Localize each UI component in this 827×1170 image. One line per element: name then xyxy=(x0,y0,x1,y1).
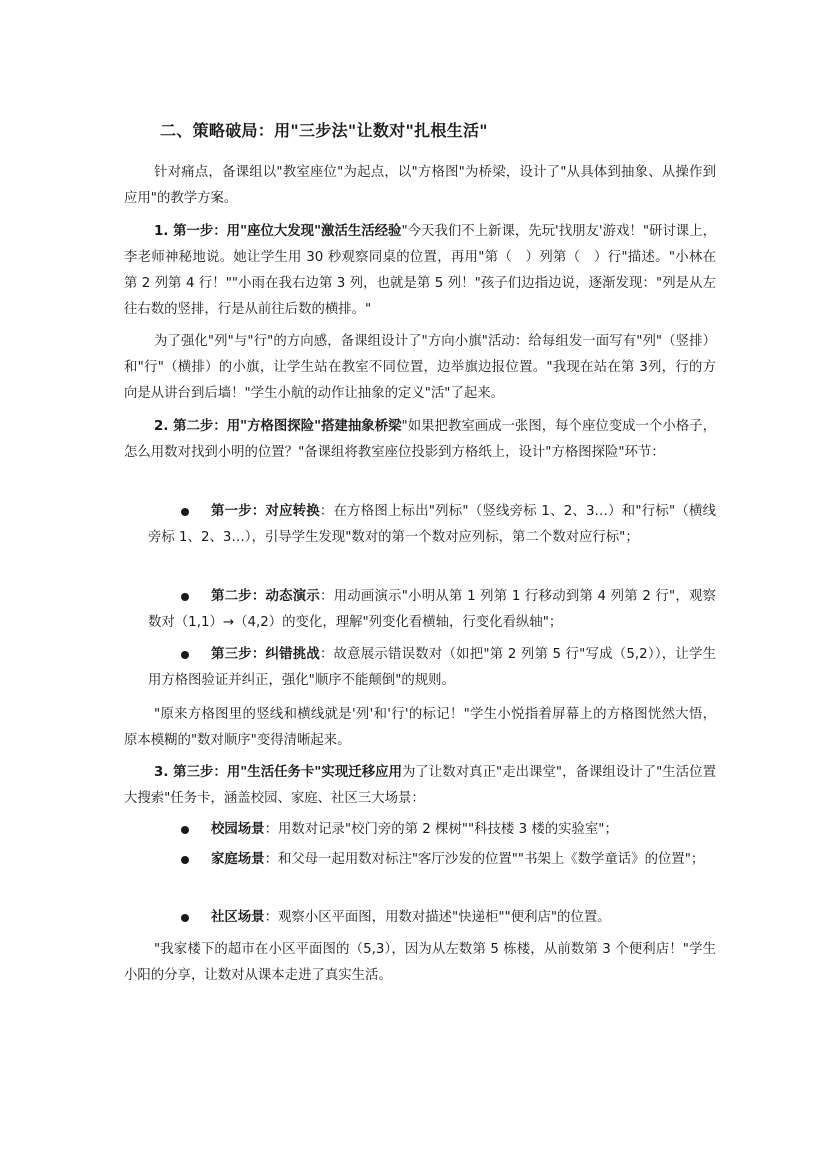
step3-bullet-2 xyxy=(148,847,716,873)
step2-bullet-2 xyxy=(148,584,716,636)
bullet-text: ：和父母一起用数对标注"客厅沙发的位置""书架上《数学童话》的位置"； xyxy=(264,852,705,867)
step2-bullet-1 xyxy=(148,499,716,551)
flag-activity-text: 为了强化"列"与"行"的方向感，备课组设计了"方向小旗"活动：给每组发一面写有"列"（竖排）和"行"（横排）的小旗，让学生站在教室不同位置，边举旗边报位置。"我现在站在第 3列，行的方向是从讲台到后墙！"学生小航的动作让抽象的定义"活"了起来。 xyxy=(124,334,716,401)
step3-paragraph xyxy=(124,760,716,812)
bullet-label: 社区场景 xyxy=(211,910,265,925)
bullet-label: 家庭场景 xyxy=(211,852,265,867)
grid-insight-paragraph xyxy=(124,702,716,754)
step1-body: "今天我们不上新课，先玩'找朋友'游戏！"研讨课上，李老师神秘地说。她让学生用 30 秒观察同桌的位置，再用"第（ ）列第（ ）行"描述。"小林在第 2 列第 4 行！""小雨在我右边第 3 列，也就是第 5 列！"孩子们边指边说，逐渐发现："列是从左往右数的竖排，行是从前往后数的横排。" xyxy=(124,224,716,317)
step3-body: 为了让数对真正"走出课堂"，备课组设计了"生活位置大搜索"任务卡，涵盖校园、家庭、社区三大场景： xyxy=(124,765,716,806)
intro-paragraph xyxy=(124,160,716,212)
bullet-label: 第一步：对应转换 xyxy=(211,504,320,519)
intro-text: 针对痛点，备课组以"教室座位"为起点，以"方格图"为桥梁，设计了"从具体到抽象、从操作到应用"的教学方案。 xyxy=(124,165,716,206)
bullet-label: 第三步：纠错挑战 xyxy=(211,647,320,662)
bullet-label: 第二步：动态演示 xyxy=(211,589,321,604)
bullet-text: ：观察小区平面图，用数对描述"快递柜""便利店"的位置。 xyxy=(264,910,611,925)
bullet-text: ：在方格图上标出"列标"（竖线旁标 1、2、3…）和"行标"（横线旁标 1、2、3…），引导学生发现"数对的第一个数对应列标，第二个数对应行标"； xyxy=(148,504,717,545)
bullet-text: ：用数对记录"校门旁的第 2 棵树""科技楼 3 楼的实验室"； xyxy=(264,822,618,837)
step3-bullet-1 xyxy=(148,817,716,843)
grid-insight-text: "原来方格图里的竖线和横线就是'列'和'行'的标记！"学生小悦指着屏幕上的方格图恍然大悟，原本模糊的"数对顺序"变得清晰起来。 xyxy=(124,707,716,748)
step2-paragraph xyxy=(124,414,716,466)
section-heading: 二、策略破局：用"三步法"让数对"扎根生活" xyxy=(160,121,488,140)
step3-title: 3. 第三步：用"生活任务卡"实现迁移应用 xyxy=(154,765,402,780)
bullet-text: ：故意展示错误数对（如把"第 2 列第 5 行"写成（5,2）），让学生用方格图验证并纠正，强化"顺序不能颠倒"的规则。 xyxy=(148,647,716,688)
step2-body: "如果把教室画成一张图，每个座位变成一个小格子，怎么用数对找到小明的位置？"备课组将教室座位投影到方格纸上，设计"方格图探险"环节： xyxy=(124,419,716,460)
step2-title: 2. 第二步：用"方格图探险"搭建抽象桥梁 xyxy=(154,419,402,434)
step2-bullet-3 xyxy=(148,642,716,694)
flag-activity-paragraph xyxy=(124,329,716,407)
final-paragraph xyxy=(124,937,716,989)
step1-title: 1. 第一步：用"座位大发现"激活生活经验 xyxy=(154,224,402,239)
bullet-text: ：用动画演示"小明从第 1 列第 1 行移动到第 4 列第 2 行"，观察数对（1,1）→（4,2）的变化，理解"列变化看横轴，行变化看纵轴"； xyxy=(148,589,716,630)
final-text: "我家楼下的超市在小区平面图的（5,3），因为从左数第 5 栋楼，从前数第 3 个便利店！"学生小阳的分享，让数对从课本走进了真实生活。 xyxy=(124,942,716,983)
step3-bullet-3 xyxy=(148,905,716,931)
bullet-label: 校园场景 xyxy=(211,822,265,837)
step1-paragraph xyxy=(124,219,716,323)
